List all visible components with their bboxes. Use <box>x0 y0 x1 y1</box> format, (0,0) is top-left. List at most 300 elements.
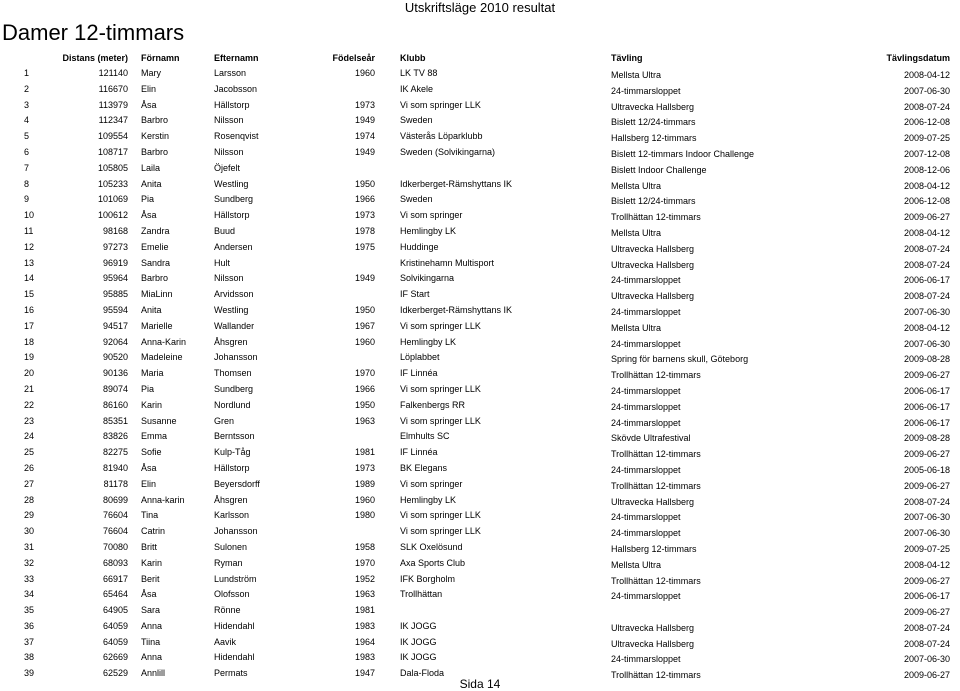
cell-distance: 113979 <box>98 99 128 110</box>
cell-event: Skövde Ultrafestival <box>611 433 691 444</box>
table-row <box>0 523 960 539</box>
cell-rank: 9 <box>24 194 30 205</box>
header-club: Klubb <box>400 53 426 63</box>
cell-date: 2009-06-27 <box>903 480 950 491</box>
cell-distance: 105805 <box>97 162 128 173</box>
cell-date: 2008-07-24 <box>903 291 950 302</box>
cell-rank: 36 <box>24 620 35 631</box>
table-row <box>0 144 960 160</box>
cell-event: Trollhättan 12-timmars <box>611 670 701 681</box>
table-row <box>0 223 960 239</box>
cell-date: 2007-06-30 <box>903 306 950 317</box>
cell-club: Solvikingarna <box>400 273 455 284</box>
cell-last-name: Wallander <box>214 320 255 331</box>
cell-birth-year: 1973 <box>354 99 375 110</box>
cell-last-name: Hidendahl <box>214 620 255 631</box>
table-row <box>0 618 960 634</box>
cell-last-name: Sundberg <box>214 194 254 205</box>
table-row <box>0 255 960 271</box>
cell-distance: 65464 <box>102 589 128 600</box>
cell-first-name: Åsa <box>141 210 157 221</box>
cell-rank: 7 <box>24 162 30 173</box>
cell-rank: 39 <box>24 668 35 679</box>
cell-last-name: Sulonen <box>214 541 248 552</box>
cell-club: Falkenbergs RR <box>400 399 466 410</box>
cell-rank: 19 <box>24 352 35 363</box>
cell-club: Kristinehamn Multisport <box>400 257 495 268</box>
cell-club: Vi som springer LLK <box>400 526 481 537</box>
cell-distance: 109554 <box>97 131 128 142</box>
table-row <box>0 444 960 460</box>
cell-birth-year: 1949 <box>354 115 375 126</box>
cell-date: 2007-06-30 <box>903 528 950 539</box>
cell-event: Mellsta Ultra <box>611 70 662 80</box>
table-row <box>0 539 960 555</box>
header-last-name: Efternamn <box>214 53 259 63</box>
cell-date: 2009-08-28 <box>903 433 950 444</box>
cell-last-name: Hidendahl <box>214 652 255 663</box>
cell-last-name: Berntsson <box>214 431 255 442</box>
cell-date: 2006-06-17 <box>903 417 950 428</box>
table-row <box>0 460 960 476</box>
cell-last-name: Öjefelt <box>214 162 241 173</box>
cell-event: Ultravecka Hallsberg <box>611 101 695 112</box>
cell-birth-year: 1975 <box>354 241 375 252</box>
cell-distance: 95964 <box>102 273 128 284</box>
table-row <box>0 160 960 176</box>
table-row <box>0 207 960 223</box>
cell-last-name: Nilsson <box>214 115 244 126</box>
table-row <box>0 586 960 602</box>
table-row <box>0 555 960 571</box>
cell-birth-year: 1950 <box>354 399 375 410</box>
cell-first-name: Emma <box>141 431 168 442</box>
cell-first-name: Sandra <box>141 257 171 268</box>
table-row <box>0 634 960 650</box>
cell-club: Vi som springer LLK <box>400 415 481 426</box>
cell-birth-year: 1981 <box>354 447 375 458</box>
cell-club: BK Elegans <box>400 462 448 473</box>
cell-club: IK JOGG <box>400 636 437 647</box>
cell-rank: 28 <box>24 494 35 505</box>
table-row <box>0 97 960 113</box>
cell-distance: 83826 <box>102 431 128 442</box>
table-row <box>0 602 960 618</box>
table-row <box>0 239 960 255</box>
cell-last-name: Rosenqvist <box>214 131 259 142</box>
cell-rank: 37 <box>24 636 35 647</box>
cell-date: 2007-06-30 <box>903 85 950 96</box>
cell-birth-year: 1947 <box>354 668 375 679</box>
table-header <box>0 52 960 65</box>
cell-distance: 92064 <box>102 336 128 347</box>
cell-event: Hallsberg 12-timmars <box>611 543 697 554</box>
cell-rank: 21 <box>24 383 35 394</box>
cell-event: 24-timmarsloppet <box>611 338 681 349</box>
cell-rank: 30 <box>24 526 35 537</box>
cell-event: Trollhättan 12-timmars <box>611 480 701 491</box>
cell-date: 2007-06-30 <box>903 654 950 665</box>
cell-distance: 86160 <box>102 399 128 410</box>
cell-event: 24-timmarsloppet <box>611 591 681 602</box>
table-row <box>0 413 960 429</box>
cell-first-name: Emelie <box>141 241 169 252</box>
cell-first-name: Barbro <box>141 115 169 126</box>
cell-birth-year: 1974 <box>354 131 375 142</box>
cell-last-name: Andersen <box>214 241 253 252</box>
cell-rank: 13 <box>24 257 35 268</box>
cell-distance: 62669 <box>102 652 128 663</box>
table-row <box>0 349 960 365</box>
cell-club: Sweden (Solvikingarna) <box>400 146 496 157</box>
cell-birth-year: 1973 <box>354 462 375 473</box>
cell-date: 2008-04-12 <box>903 227 950 238</box>
cell-birth-year: 1958 <box>354 541 375 552</box>
cell-distance: 64905 <box>102 605 128 616</box>
cell-rank: 16 <box>24 304 35 315</box>
cell-date: 2006-12-08 <box>903 196 950 207</box>
cell-date: 2009-06-27 <box>903 575 950 586</box>
cell-event: 24-timmarsloppet <box>611 401 681 412</box>
cell-date: 2007-06-30 <box>903 338 950 349</box>
cell-distance: 76604 <box>102 510 128 521</box>
cell-rank: 3 <box>24 99 30 110</box>
cell-date: 2005-06-18 <box>903 464 950 475</box>
cell-distance: 89074 <box>102 383 128 394</box>
cell-distance: 80699 <box>102 494 128 505</box>
cell-rank: 18 <box>24 336 35 347</box>
cell-event: Mellsta Ultra <box>611 559 662 570</box>
cell-event: Bislett 12/24-timmars <box>611 117 696 128</box>
cell-club: Sweden <box>400 194 433 205</box>
cell-birth-year: 1989 <box>354 478 375 489</box>
cell-distance: 112347 <box>98 115 128 126</box>
cell-rank: 20 <box>24 368 35 379</box>
cell-rank: 12 <box>24 241 35 252</box>
cell-club: Dala-Floda <box>400 668 445 679</box>
cell-club: LK TV 88 <box>400 68 438 78</box>
cell-distance: 116670 <box>98 83 128 94</box>
table-row <box>0 112 960 128</box>
cell-distance: 70080 <box>102 541 128 552</box>
cell-first-name: Åsa <box>141 99 157 110</box>
cell-rank: 32 <box>24 557 35 568</box>
cell-first-name: MiaLinn <box>141 289 173 300</box>
cell-last-name: Beyersdorff <box>214 478 260 489</box>
cell-distance: 68093 <box>102 557 128 568</box>
cell-date: 2009-06-27 <box>903 212 950 223</box>
cell-birth-year: 1983 <box>354 620 375 631</box>
cell-event: 24-timmarsloppet <box>611 306 681 317</box>
cell-rank: 14 <box>24 273 35 284</box>
cell-birth-year: 1966 <box>354 194 375 205</box>
cell-event: Trollhättan 12-timmars <box>611 212 701 223</box>
cell-rank: 10 <box>24 210 35 221</box>
cell-last-name: Arvidsson <box>214 289 254 300</box>
cell-date: 2008-07-24 <box>903 496 950 507</box>
table-row <box>0 128 960 144</box>
cell-first-name: Pia <box>141 383 155 394</box>
cell-last-name: Nilsson <box>214 146 244 157</box>
print-mode-header: Utskriftsläge 2010 resultat <box>404 0 556 15</box>
table-body <box>0 65 960 681</box>
cell-date: 2009-08-28 <box>903 354 950 365</box>
table-row <box>0 81 960 97</box>
cell-event: Bislett Indoor Challenge <box>611 164 707 175</box>
cell-last-name: Olofsson <box>214 589 250 600</box>
cell-last-name: Johansson <box>214 526 258 537</box>
cell-last-name: Jacobsson <box>214 83 258 94</box>
header-date: Tävlingsdatum <box>886 53 950 63</box>
cell-birth-year: 1983 <box>354 652 375 663</box>
cell-distance: 64059 <box>102 620 128 631</box>
cell-event: Trollhättan 12-timmars <box>611 370 701 381</box>
table-row <box>0 318 960 334</box>
table-row <box>0 191 960 207</box>
cell-last-name: Nordlund <box>214 399 251 410</box>
cell-birth-year: 1952 <box>354 573 375 584</box>
header-first-name: Förnamn <box>141 53 180 63</box>
cell-first-name: Karin <box>141 557 163 568</box>
table-row <box>0 571 960 587</box>
cell-rank: 1 <box>24 68 30 78</box>
cell-club: Idkerberget-Rämshyttans IK <box>400 178 513 189</box>
cell-distance: 76604 <box>102 526 128 537</box>
table-row <box>0 334 960 350</box>
cell-first-name: Mary <box>141 68 161 78</box>
cell-first-name: Madeleine <box>141 352 183 363</box>
cell-date: 2009-07-25 <box>903 543 950 554</box>
cell-distance: 82275 <box>102 447 128 458</box>
cell-club: IK JOGG <box>400 620 437 631</box>
cell-birth-year: 1980 <box>354 510 375 521</box>
cell-event: Trollhättan 12-timmars <box>611 449 701 460</box>
cell-first-name: Anna <box>141 620 163 631</box>
cell-first-name: Barbro <box>141 273 169 284</box>
page-title: Damer 12-timmars <box>2 20 185 45</box>
cell-last-name: Hällstorp <box>214 99 250 110</box>
cell-rank: 23 <box>24 415 35 426</box>
cell-birth-year: 1970 <box>354 368 375 379</box>
cell-first-name: Åsa <box>141 462 157 473</box>
cell-first-name: Tina <box>141 510 159 521</box>
table-row <box>0 492 960 508</box>
cell-club: Vi som springer <box>400 210 463 221</box>
table-row <box>0 176 960 192</box>
cell-first-name: Barbro <box>141 146 169 157</box>
cell-distance: 62529 <box>102 668 128 679</box>
cell-date: 2008-07-24 <box>903 638 950 649</box>
cell-club: IFK Borgholm <box>400 573 456 584</box>
cell-event: 24-timmarsloppet <box>611 275 681 286</box>
cell-distance: 90520 <box>102 352 128 363</box>
cell-rank: 2 <box>24 83 30 94</box>
cell-birth-year: 1967 <box>354 320 375 331</box>
cell-distance: 95594 <box>102 304 128 315</box>
table-row <box>0 270 960 286</box>
cell-club: Sweden <box>400 115 433 126</box>
cell-last-name: Permats <box>214 668 248 679</box>
cell-first-name: Britt <box>141 541 158 552</box>
cell-first-name: Karin <box>141 399 163 410</box>
cell-last-name: Larsson <box>214 68 247 78</box>
cell-date: 2008-07-24 <box>903 259 950 270</box>
cell-event: Trollhättan 12-timmars <box>611 575 701 586</box>
table-row <box>0 649 960 665</box>
cell-distance: 100612 <box>97 210 128 221</box>
cell-rank: 4 <box>24 115 30 126</box>
cell-first-name: Zandra <box>141 225 170 236</box>
table-row <box>0 476 960 492</box>
cell-event: Ultravecka Hallsberg <box>611 638 695 649</box>
cell-birth-year: 1978 <box>354 225 375 236</box>
cell-club: Huddinge <box>400 241 439 252</box>
cell-last-name: Johansson <box>214 352 258 363</box>
cell-club: Vi som springer LLK <box>400 510 481 521</box>
cell-last-name: Karlsson <box>214 510 250 521</box>
cell-rank: 17 <box>24 320 35 331</box>
cell-event: Ultravecka Hallsberg <box>611 496 695 507</box>
cell-birth-year: 1960 <box>354 494 375 505</box>
cell-date: 2009-06-27 <box>903 670 950 681</box>
cell-club: IF Start <box>400 289 430 300</box>
table-row <box>0 397 960 413</box>
table-row <box>0 302 960 318</box>
cell-rank: 38 <box>24 652 35 663</box>
cell-distance: 66917 <box>102 573 128 584</box>
cell-club: Vi som springer LLK <box>400 320 481 331</box>
cell-club: Axa Sports Club <box>400 557 466 568</box>
cell-last-name: Thomsen <box>214 368 252 379</box>
cell-first-name: Anna <box>141 652 163 663</box>
cell-birth-year: 1970 <box>354 557 375 568</box>
cell-distance: 97273 <box>102 241 128 252</box>
cell-rank: 22 <box>24 399 35 410</box>
cell-last-name: Buud <box>214 225 236 236</box>
cell-first-name: Pia <box>141 194 155 205</box>
cell-distance: 95885 <box>102 289 128 300</box>
cell-last-name: Westling <box>214 304 249 315</box>
cell-last-name: Hällstorp <box>214 210 250 221</box>
cell-rank: 35 <box>24 605 35 616</box>
cell-event: Ultravecka Hallsberg <box>611 259 695 270</box>
cell-rank: 33 <box>24 573 35 584</box>
cell-event: Ultravecka Hallsberg <box>611 622 695 633</box>
cell-rank: 8 <box>24 178 30 189</box>
header-birth-year: Födelseår <box>332 53 375 63</box>
cell-event: Bislett 12-timmars Indoor Challenge <box>611 148 755 159</box>
cell-event: 24-timmarsloppet <box>611 654 681 665</box>
cell-last-name: Åhsgren <box>214 336 248 347</box>
table-row <box>0 286 960 302</box>
cell-birth-year: 1960 <box>354 336 375 347</box>
cell-event: 24-timmarsloppet <box>611 85 681 96</box>
cell-first-name: Sara <box>141 605 161 616</box>
cell-club: Hemlingby LK <box>400 225 457 236</box>
cell-date: 2006-06-17 <box>903 591 950 602</box>
cell-birth-year: 1981 <box>354 605 375 616</box>
cell-first-name: Anita <box>141 178 162 189</box>
cell-date: 2009-06-27 <box>903 607 950 618</box>
cell-event: 24-timmarsloppet <box>611 417 681 428</box>
cell-date: 2008-04-12 <box>903 180 950 191</box>
cell-event: Mellsta Ultra <box>611 322 662 333</box>
header-event: Tävling <box>611 53 643 63</box>
cell-club: IK Akele <box>400 83 434 94</box>
cell-club: Idkerberget-Rämshyttans IK <box>400 304 513 315</box>
cell-rank: 15 <box>24 289 35 300</box>
cell-distance: 121140 <box>98 68 128 78</box>
cell-date: 2008-04-12 <box>903 559 950 570</box>
cell-rank: 29 <box>24 510 35 521</box>
cell-event: Mellsta Ultra <box>611 227 662 238</box>
cell-club: Västerås Löparklubb <box>400 131 483 142</box>
cell-first-name: Elin <box>141 83 157 94</box>
cell-distance: 90136 <box>102 368 128 379</box>
cell-date: 2006-12-08 <box>903 117 950 128</box>
cell-birth-year: 1966 <box>354 383 375 394</box>
cell-date: 2008-12-06 <box>903 164 950 175</box>
table-row <box>0 428 960 444</box>
cell-club: IF Linnéa <box>400 368 438 379</box>
header-distance: Distans (meter) <box>62 53 128 63</box>
cell-club: Hemlingby LK <box>400 336 457 347</box>
cell-birth-year: 1963 <box>354 415 375 426</box>
cell-first-name: Anna-karin <box>141 494 185 505</box>
cell-last-name: Kulp-Tåg <box>214 447 251 458</box>
cell-club: Vi som springer LLK <box>400 383 481 394</box>
cell-first-name: Maria <box>141 368 164 379</box>
table-row <box>0 65 960 81</box>
cell-first-name: Anita <box>141 304 162 315</box>
cell-rank: 11 <box>24 225 34 236</box>
cell-distance: 101069 <box>97 194 128 205</box>
table-row <box>0 381 960 397</box>
results-table <box>0 52 960 681</box>
cell-birth-year: 1964 <box>354 636 375 647</box>
cell-distance: 81178 <box>103 478 128 489</box>
cell-date: 2006-06-17 <box>903 385 950 396</box>
cell-distance: 64059 <box>102 636 128 647</box>
cell-rank: 26 <box>24 462 35 473</box>
cell-last-name: Lundström <box>214 573 257 584</box>
cell-event: Bislett 12/24-timmars <box>611 196 696 207</box>
cell-club: IK JOGG <box>400 652 437 663</box>
cell-date: 2009-06-27 <box>903 370 950 381</box>
cell-event: Hallsberg 12-timmars <box>611 133 697 144</box>
cell-event: Ultravecka Hallsberg <box>611 243 695 254</box>
table-row <box>0 507 960 523</box>
cell-rank: 27 <box>24 478 35 489</box>
cell-birth-year: 1949 <box>354 146 375 157</box>
cell-birth-year: 1960 <box>354 68 375 78</box>
cell-first-name: Annlill <box>141 668 166 679</box>
cell-first-name: Åsa <box>141 589 157 600</box>
cell-first-name: Anna-Karin <box>141 336 187 347</box>
cell-last-name: Ryman <box>214 557 243 568</box>
cell-last-name: Nilsson <box>214 273 244 284</box>
cell-first-name: Tiina <box>141 636 161 647</box>
cell-event: Spring för barnens skull, Göteborg <box>611 354 749 365</box>
cell-event: Ultravecka Hallsberg <box>611 291 695 302</box>
cell-first-name: Marielle <box>141 320 173 331</box>
cell-rank: 34 <box>24 589 35 600</box>
cell-date: 2008-04-12 <box>903 70 950 80</box>
cell-first-name: Laila <box>141 162 161 173</box>
cell-first-name: Susanne <box>141 415 177 426</box>
cell-club: Vi som springer <box>400 478 463 489</box>
cell-distance: 105233 <box>97 178 128 189</box>
